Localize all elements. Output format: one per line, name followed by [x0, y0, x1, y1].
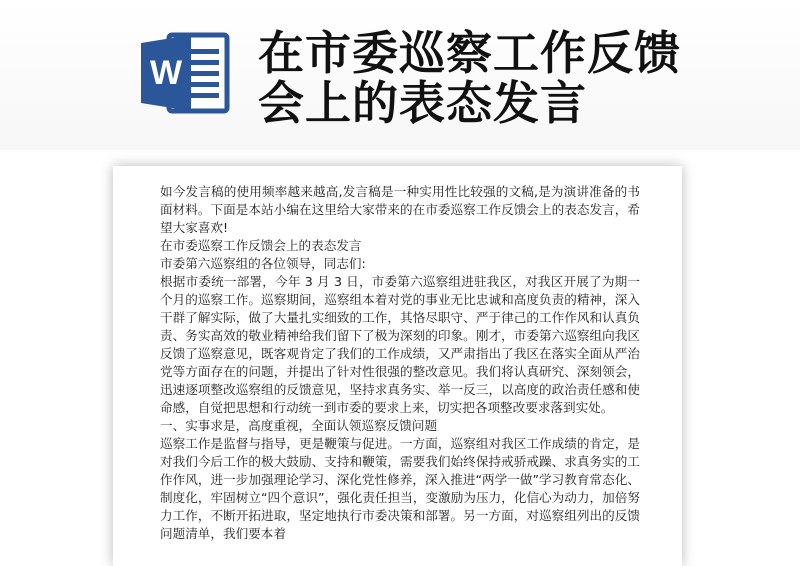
word-icon-letter: W — [149, 54, 183, 92]
paragraph-body-1: 根据市委统一部署，今年 3 月 3 日，市委第六巡察组进驻我区，对我区开展了为期一个月的巡察工作。巡察期间，巡察组本着对党的事业无比忠诚和高度负责的精神，深入干群了解实际，做了大量扎实细致的工作，其恪尽职守、严于律己的工作作风和认真负责、务实高效的敬业精神给我们留下了极为深刻的印象。刚才，市委第六巡察组向我区反馈了巡察意见，既客观肯定了我们的工作成绩，又严肃指出了我区在落实全面从严治党等方面存在的问题，并提出了针对性很强的整改意见。我们将认真研究、深刻领会，迅速逐项整改巡察组的反馈意见，坚持求真务实、举一反三，以高度的政治责任感和使命感，自觉把思想和行动统一到市委的要求上来，切实把各项整改要求落到实处。 — [160, 274, 640, 415]
page-title — [258, 28, 778, 128]
paragraph-body-2: 巡察工作是监督与指导，更是鞭策与促进。一方面，巡察组对我区工作成绩的肯定，是对我们今后工作的极大鼓励、支持和鞭策，需要我们始终保持戒骄戒躁、求真务实的工作作风，进一步加强理论学习、深化党性修养，深入推进“两学一做”学习教育常态化、制度化，牢固树立“四个意识”，强化责任担当，变激励为压力，化信心为动力，加倍努力工作，不断开拓进取，坚定地执行市委决策和部署。另一方面，对巡察组列出的反馈问题清单，我们要本着 — [160, 436, 640, 541]
document-body — [160, 183, 640, 543]
document-page — [113, 166, 682, 566]
title-line-1: 在市委巡察工作反馈 — [258, 26, 681, 80]
word-document-icon — [139, 31, 231, 115]
paragraph-heading: 在市委巡察工作反馈会上的表态发言 — [160, 238, 362, 253]
title-line-2: 会上的表态发言 — [258, 76, 587, 130]
paragraph-salutation: 市委第六巡察组的各位领导，同志们: — [160, 256, 366, 271]
paragraph-intro: 如今发言稿的使用频率越来越高,发言稿是一种实用性比较强的文稿,是为演讲准备的书面材料。下面是本站小编在这里给大家带来的在市委巡察工作反馈会上的表态发言，希望大家喜欢! — [160, 184, 640, 235]
section-heading-1: 一、实事求是，高度重视，全面认领巡察反馈问题 — [160, 418, 438, 433]
page-header — [0, 0, 800, 150]
